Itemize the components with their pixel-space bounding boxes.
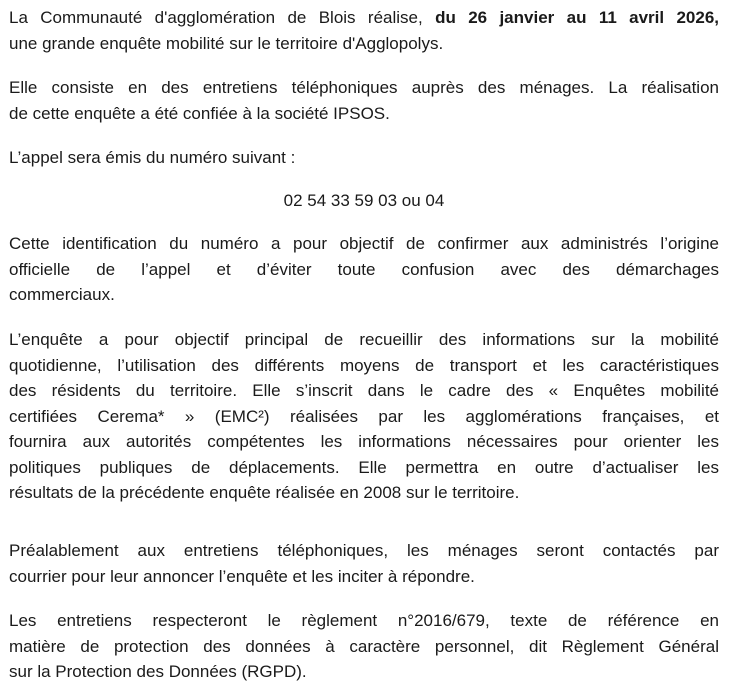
text-line: certifiées Cerema* » (EMC²) réalisées par les agglomérations françaises, et bbox=[9, 406, 719, 426]
survey-dates: du 26 janvier au 11 avril 2026, bbox=[435, 8, 720, 27]
text-line: politiques publiques de déplacements. Elle permettra en outre d’actualiser les bbox=[9, 457, 719, 477]
text-line: courrier pour leur annoncer l’enquête et les inciter à répondre. bbox=[9, 566, 475, 586]
text-line: fournira aux autorités compétentes les informations nécessaires pour orienter les bbox=[9, 432, 719, 451]
contact-paragraph bbox=[9, 538, 719, 589]
text-line: quotidienne, l’utilisation des différents moyens de transport et les caractéristiques bbox=[9, 355, 719, 375]
text-line: de cette enquête a été confiée à la société IPSOS. bbox=[9, 103, 390, 123]
text-line: une grande enquête mobilité sur le territoire d'Agglopolys. bbox=[9, 33, 444, 53]
text-line: matière de protection des données à caractère personnel, dit Règlement Général bbox=[9, 636, 719, 656]
text-line: L’appel sera émis du numéro suivant : bbox=[9, 148, 296, 167]
text-fragment: La Communauté d'agglomération de Blois réalise, bbox=[9, 8, 436, 27]
text-line: Elle consiste en des entretiens téléphoniques auprès des ménages. La réalisation bbox=[9, 78, 719, 97]
text-line: Cette identification du numéro a pour objectif de confirmer aux administrés l’origine bbox=[9, 234, 719, 253]
phone-number-text: 02 54 33 59 03 ou 04 bbox=[283, 191, 445, 210]
call-intro-paragraph bbox=[9, 145, 719, 171]
text-line: résultats de la précédente enquête réalisée en 2008 sur le territoire. bbox=[9, 483, 520, 502]
text-line: Les entretiens respecteront le règlement n°2016/679, texte de référence en bbox=[9, 611, 719, 630]
text-line: L’enquête a pour objectif principal de recueillir des informations sur la mobilité bbox=[9, 330, 719, 349]
identification-paragraph bbox=[9, 231, 719, 308]
text-line bbox=[9, 5, 719, 31]
method-paragraph bbox=[9, 75, 719, 126]
intro-paragraph bbox=[9, 5, 719, 56]
text-line: sur la Protection des Données (RGPD). bbox=[9, 662, 307, 681]
text-line: des résidents du territoire. Elle s’inscrit dans le cadre des « Enquêtes mobilité bbox=[9, 381, 719, 400]
gdpr-paragraph bbox=[9, 608, 719, 685]
text-line: commerciaux. bbox=[9, 285, 115, 304]
phone-number bbox=[9, 188, 719, 214]
text-line: officielle de l’appel et d’éviter toute confusion avec des démarchages bbox=[9, 259, 719, 279]
objective-paragraph bbox=[9, 327, 719, 506]
text-line: Préalablement aux entretiens téléphoniques, les ménages seront contactés par bbox=[9, 541, 719, 560]
